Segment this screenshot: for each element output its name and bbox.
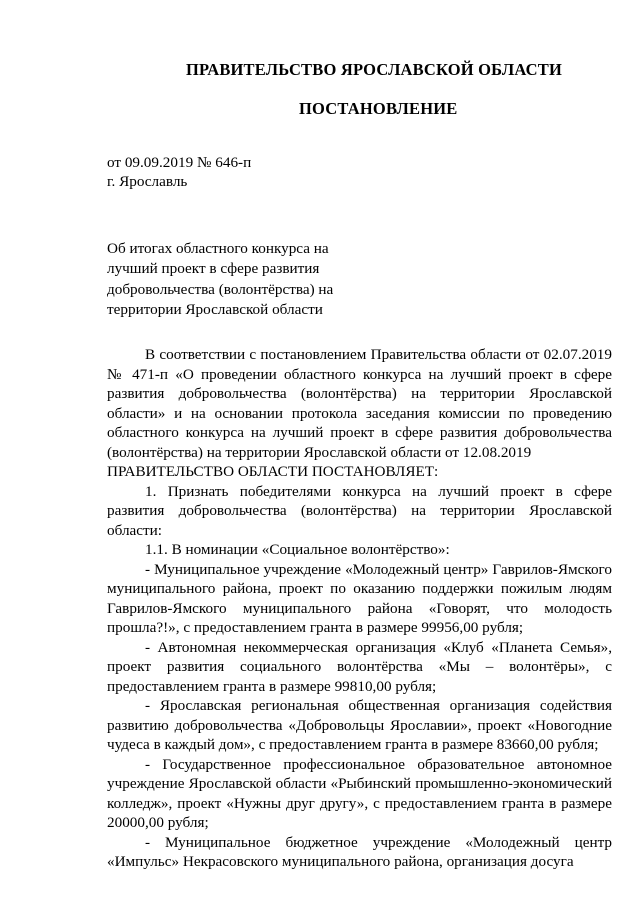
decree-line: ПРАВИТЕЛЬСТВО ОБЛАСТИ ПОСТАНОВЛЯЕТ:: [107, 463, 439, 480]
subject-line: добровольчества (волонтёрства) на: [107, 280, 334, 298]
subject-line: лучший проект в сфере развития: [107, 260, 320, 278]
winner-paragraph: - Муниципальное учреждение «Молодежный центр» Гаврилов-Ямского муниципального района, проект по оказанию поддержки пожилым людям Гаврилов-Ямского муниципального района «Говорят, что молодость прошла?!», с предоставлением гранта в размере 99956,00 рубля;: [107, 560, 612, 636]
winner-paragraph: - Государственное профессиональное образовательное автономное учреждение Ярославской области «Рыбинский промышленно-экономический колледж», проект «Нужны друг другу», с предоставлением гранта в размере 20000,00 рубля;: [107, 755, 612, 831]
subject-line: территории Ярославской области: [107, 300, 323, 318]
item-1-1-paragraph: 1.1. В номинации «Социальное волонтёрство»:: [145, 541, 450, 558]
winner-paragraph: - Ярославская региональная общественная организация содействия развитию добровольчества «Добровольцы Ярославии», проект «Новогодние чудеса в каждый дом», с предоставлением гранта в размере 83660,00 рубля;: [107, 697, 612, 753]
organization-heading: ПРАВИТЕЛЬСТВО ЯРОСЛАВСКОЙ ОБЛАСТИ: [186, 60, 563, 79]
document-body: [107, 345, 612, 872]
winner-paragraph: - Автономная некоммерческая организация «Клуб «Планета Семья», проект развития социального волонтёрства «Мы – волонтёры», с предоставлением гранта в размере 99810,00 рубля;: [107, 638, 612, 695]
document-type-heading: ПОСТАНОВЛЕНИЕ: [299, 99, 458, 118]
document-number: от 09.09.2019 № 646-п: [107, 154, 252, 171]
document-city: г. Ярославль: [107, 173, 188, 190]
winner-paragraph: - Муниципальное бюджетное учреждение «Молодежный центр «Импульс» Некрасовского муниципального района, организация досуга: [107, 833, 612, 870]
document-subject: [107, 239, 367, 320]
subject-line: Об итогах областного конкурса на: [107, 240, 329, 257]
item-1-paragraph: 1. Признать победителями конкурса на лучший проект в сфере развития добровольчества (волонтёрства) на территории Ярославской области:: [107, 482, 612, 539]
intro-paragraph: В соответствии с постановлением Правительства области от 02.07.2019 № 471-п «О проведении областного конкурса на лучший проект в сфере развития добровольчества (волонтёрства) на территории Ярославской области» и на основании протокола заседания комиссии по проведению областного конкурса на лучший проект в сфере развития добровольчества (волонтёрства) на территории Ярославской области от 12.08.2019: [107, 346, 612, 461]
